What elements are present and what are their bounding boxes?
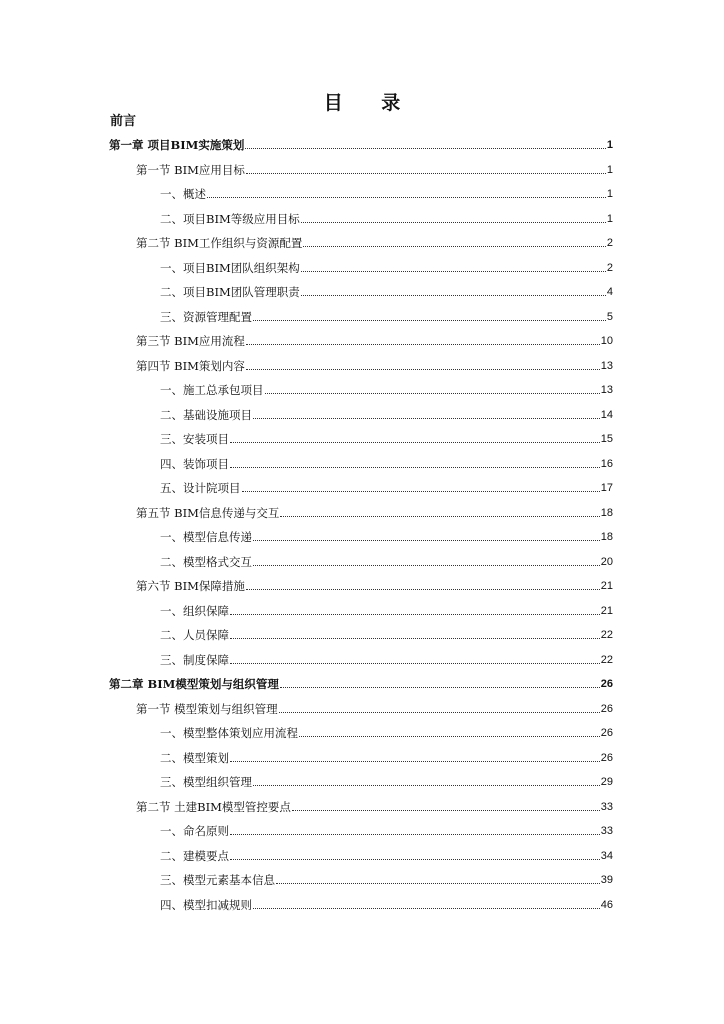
toc-page-number: 39 xyxy=(600,874,613,886)
toc-entry-label: 三、安装项目 xyxy=(160,432,229,446)
toc-entry[interactable] xyxy=(136,799,613,815)
toc-dot-leader xyxy=(246,369,600,370)
toc-page-number: 18 xyxy=(600,531,613,543)
toc-entry-label: 第二节 土建BIM模型管控要点 xyxy=(136,799,291,814)
toc-entry-label: 第一章 项目BIM实施策划 xyxy=(109,138,245,152)
toc-entry[interactable] xyxy=(160,823,613,839)
toc-dot-leader xyxy=(245,148,606,149)
toc-entry-label: 一、组织保障 xyxy=(160,603,229,618)
toc-page-number: 10 xyxy=(600,335,613,347)
toc-entry[interactable] xyxy=(160,309,613,325)
toc-entry[interactable] xyxy=(160,750,613,766)
toc-dot-leader xyxy=(230,859,600,860)
toc-entry-label: 二、人员保障 xyxy=(160,628,229,642)
toc-entry[interactable] xyxy=(160,456,613,472)
toc-page-number: 1 xyxy=(606,163,613,176)
toc-entry-label: 二、建模要点 xyxy=(160,848,229,863)
toc-entry-label: 一、模型整体策划应用流程 xyxy=(160,726,298,740)
toc-entry-label: 一、施工总承包项目 xyxy=(160,383,264,397)
toc-entry-label: 第四节 BIM策划内容 xyxy=(136,358,245,373)
toc-dot-leader xyxy=(230,442,600,443)
toc-page-number: 4 xyxy=(606,286,613,298)
toc-entry[interactable] xyxy=(160,603,613,619)
toc-entry[interactable] xyxy=(160,529,613,545)
toc-dot-leader xyxy=(253,785,600,786)
toc-dot-leader xyxy=(230,638,600,639)
toc-dot-leader xyxy=(265,393,600,394)
toc-page-number: 1 xyxy=(606,139,613,151)
toc-entry[interactable] xyxy=(160,480,613,496)
toc-entry-label: 二、模型格式交互 xyxy=(160,554,252,569)
toc-entry[interactable] xyxy=(160,554,613,570)
toc-dot-leader xyxy=(230,663,600,664)
toc-entry-label: 第二章 BIM模型策划与组织管理 xyxy=(109,677,279,691)
toc-entry-label: 第一节 模型策划与组织管理 xyxy=(136,701,278,716)
toc-page-number: 1 xyxy=(606,188,613,200)
toc-page-number: 2 xyxy=(606,237,613,249)
toc-dot-leader xyxy=(301,295,606,296)
toc-entry-label: 一、概述 xyxy=(160,187,206,201)
toc-entry[interactable] xyxy=(136,505,613,521)
toc-page-number: 5 xyxy=(606,310,613,323)
toc-page-number: 2 xyxy=(606,261,613,274)
toc-entry-label: 一、模型信息传递 xyxy=(160,530,252,544)
toc-entry[interactable] xyxy=(160,774,613,790)
toc-dot-leader xyxy=(246,589,600,590)
toc-dot-leader xyxy=(292,810,600,811)
toc-entry[interactable] xyxy=(136,701,613,717)
toc-entry[interactable] xyxy=(160,872,613,888)
toc-dot-leader xyxy=(230,614,600,615)
toc-dot-leader xyxy=(207,197,606,198)
toc-entry[interactable] xyxy=(160,260,613,276)
toc-dot-leader xyxy=(301,222,606,223)
toc-entry-label: 第六节 BIM保障措施 xyxy=(136,579,245,593)
toc-dot-leader xyxy=(230,834,600,835)
toc-entry[interactable] xyxy=(160,431,613,447)
toc-entry[interactable] xyxy=(136,235,613,251)
toc-page-number: 18 xyxy=(600,506,613,519)
toc-dot-leader xyxy=(299,736,600,737)
toc-page-number: 26 xyxy=(600,678,613,690)
toc-page-number: 15 xyxy=(600,433,613,445)
toc-page-number: 1 xyxy=(606,212,613,225)
toc-entry[interactable] xyxy=(160,211,613,227)
toc-page-number: 13 xyxy=(600,359,613,372)
preface-heading: 前言 xyxy=(110,114,137,129)
toc-dot-leader xyxy=(280,687,600,688)
toc-page-number: 29 xyxy=(600,776,613,788)
toc-dot-leader xyxy=(279,712,600,713)
toc-entry[interactable] xyxy=(136,358,613,374)
toc-page-number: 14 xyxy=(600,408,613,421)
toc-page-number: 33 xyxy=(600,800,613,813)
toc-entry[interactable] xyxy=(109,676,613,692)
toc-entry-label: 三、资源管理配置 xyxy=(160,309,252,324)
toc-page-number: 33 xyxy=(600,825,613,837)
toc-dot-leader xyxy=(253,418,600,419)
toc-page-number: 21 xyxy=(600,580,613,592)
toc-entry-label: 第二节 BIM工作组织与资源配置 xyxy=(136,236,303,250)
toc-entry[interactable] xyxy=(160,186,613,202)
toc-entry[interactable] xyxy=(160,627,613,643)
toc-entry[interactable] xyxy=(136,333,613,349)
toc-dot-leader xyxy=(253,320,606,321)
toc-entry-label: 四、模型扣减规则 xyxy=(160,897,252,912)
toc-page-number: 26 xyxy=(600,751,613,764)
toc-entry[interactable] xyxy=(160,652,613,668)
toc-page-number: 17 xyxy=(600,482,613,494)
toc-dot-leader xyxy=(246,344,600,345)
toc-entry-label: 第三节 BIM应用流程 xyxy=(136,334,245,348)
toc-dot-leader xyxy=(303,246,605,247)
toc-entry-label: 二、模型策划 xyxy=(160,750,229,765)
toc-dot-leader xyxy=(246,173,606,174)
toc-page-number: 34 xyxy=(600,849,613,862)
toc-page-number: 22 xyxy=(600,653,613,666)
toc-entry[interactable] xyxy=(160,897,613,913)
toc-page-number: 21 xyxy=(600,604,613,617)
toc-entry-label: 四、装饰项目 xyxy=(160,456,229,471)
toc-page-number: 26 xyxy=(600,702,613,715)
toc-dot-leader xyxy=(301,271,606,272)
toc-dot-leader xyxy=(280,516,599,517)
toc-dot-leader xyxy=(230,761,600,762)
toc-entry-label: 二、基础设施项目 xyxy=(160,407,252,422)
toc-page-number: 46 xyxy=(600,898,613,911)
toc-entry-label: 一、项目BIM团队组织架构 xyxy=(160,260,300,275)
toc-page-number: 20 xyxy=(600,555,613,568)
toc-dot-leader xyxy=(230,467,600,468)
toc-entry-label: 第一节 BIM应用目标 xyxy=(136,162,245,177)
toc-entry-label: 三、模型元素基本信息 xyxy=(160,873,275,887)
toc-entry[interactable] xyxy=(160,382,613,398)
toc-entry[interactable] xyxy=(160,725,613,741)
toc-dot-leader xyxy=(253,540,600,541)
toc-entry-label: 二、项目BIM团队管理职责 xyxy=(160,285,300,299)
toc-dot-leader xyxy=(253,908,600,909)
toc-page-number: 26 xyxy=(600,727,613,739)
toc-entry[interactable] xyxy=(109,137,613,153)
toc-page-number: 22 xyxy=(600,629,613,641)
toc-page-number: 13 xyxy=(600,384,613,396)
toc-entry-label: 五、设计院项目 xyxy=(160,481,241,495)
toc-entry[interactable] xyxy=(160,848,613,864)
toc-entry-label: 二、项目BIM等级应用目标 xyxy=(160,211,300,226)
toc-entry-label: 三、制度保障 xyxy=(160,652,229,667)
toc-entry[interactable] xyxy=(160,284,613,300)
toc-entry-label: 三、模型组织管理 xyxy=(160,775,252,789)
toc-dot-leader xyxy=(276,883,600,884)
page-title: 目 录 xyxy=(323,92,417,114)
toc-dot-leader xyxy=(242,491,600,492)
toc-entry-label: 一、命名原则 xyxy=(160,824,229,838)
toc-entry[interactable] xyxy=(136,162,613,178)
toc-entry-label: 第五节 BIM信息传递与交互 xyxy=(136,505,280,520)
toc-dot-leader xyxy=(253,565,600,566)
toc-page-number: 16 xyxy=(600,457,613,470)
toc-entry[interactable] xyxy=(160,407,613,423)
toc-entry[interactable] xyxy=(136,578,613,594)
